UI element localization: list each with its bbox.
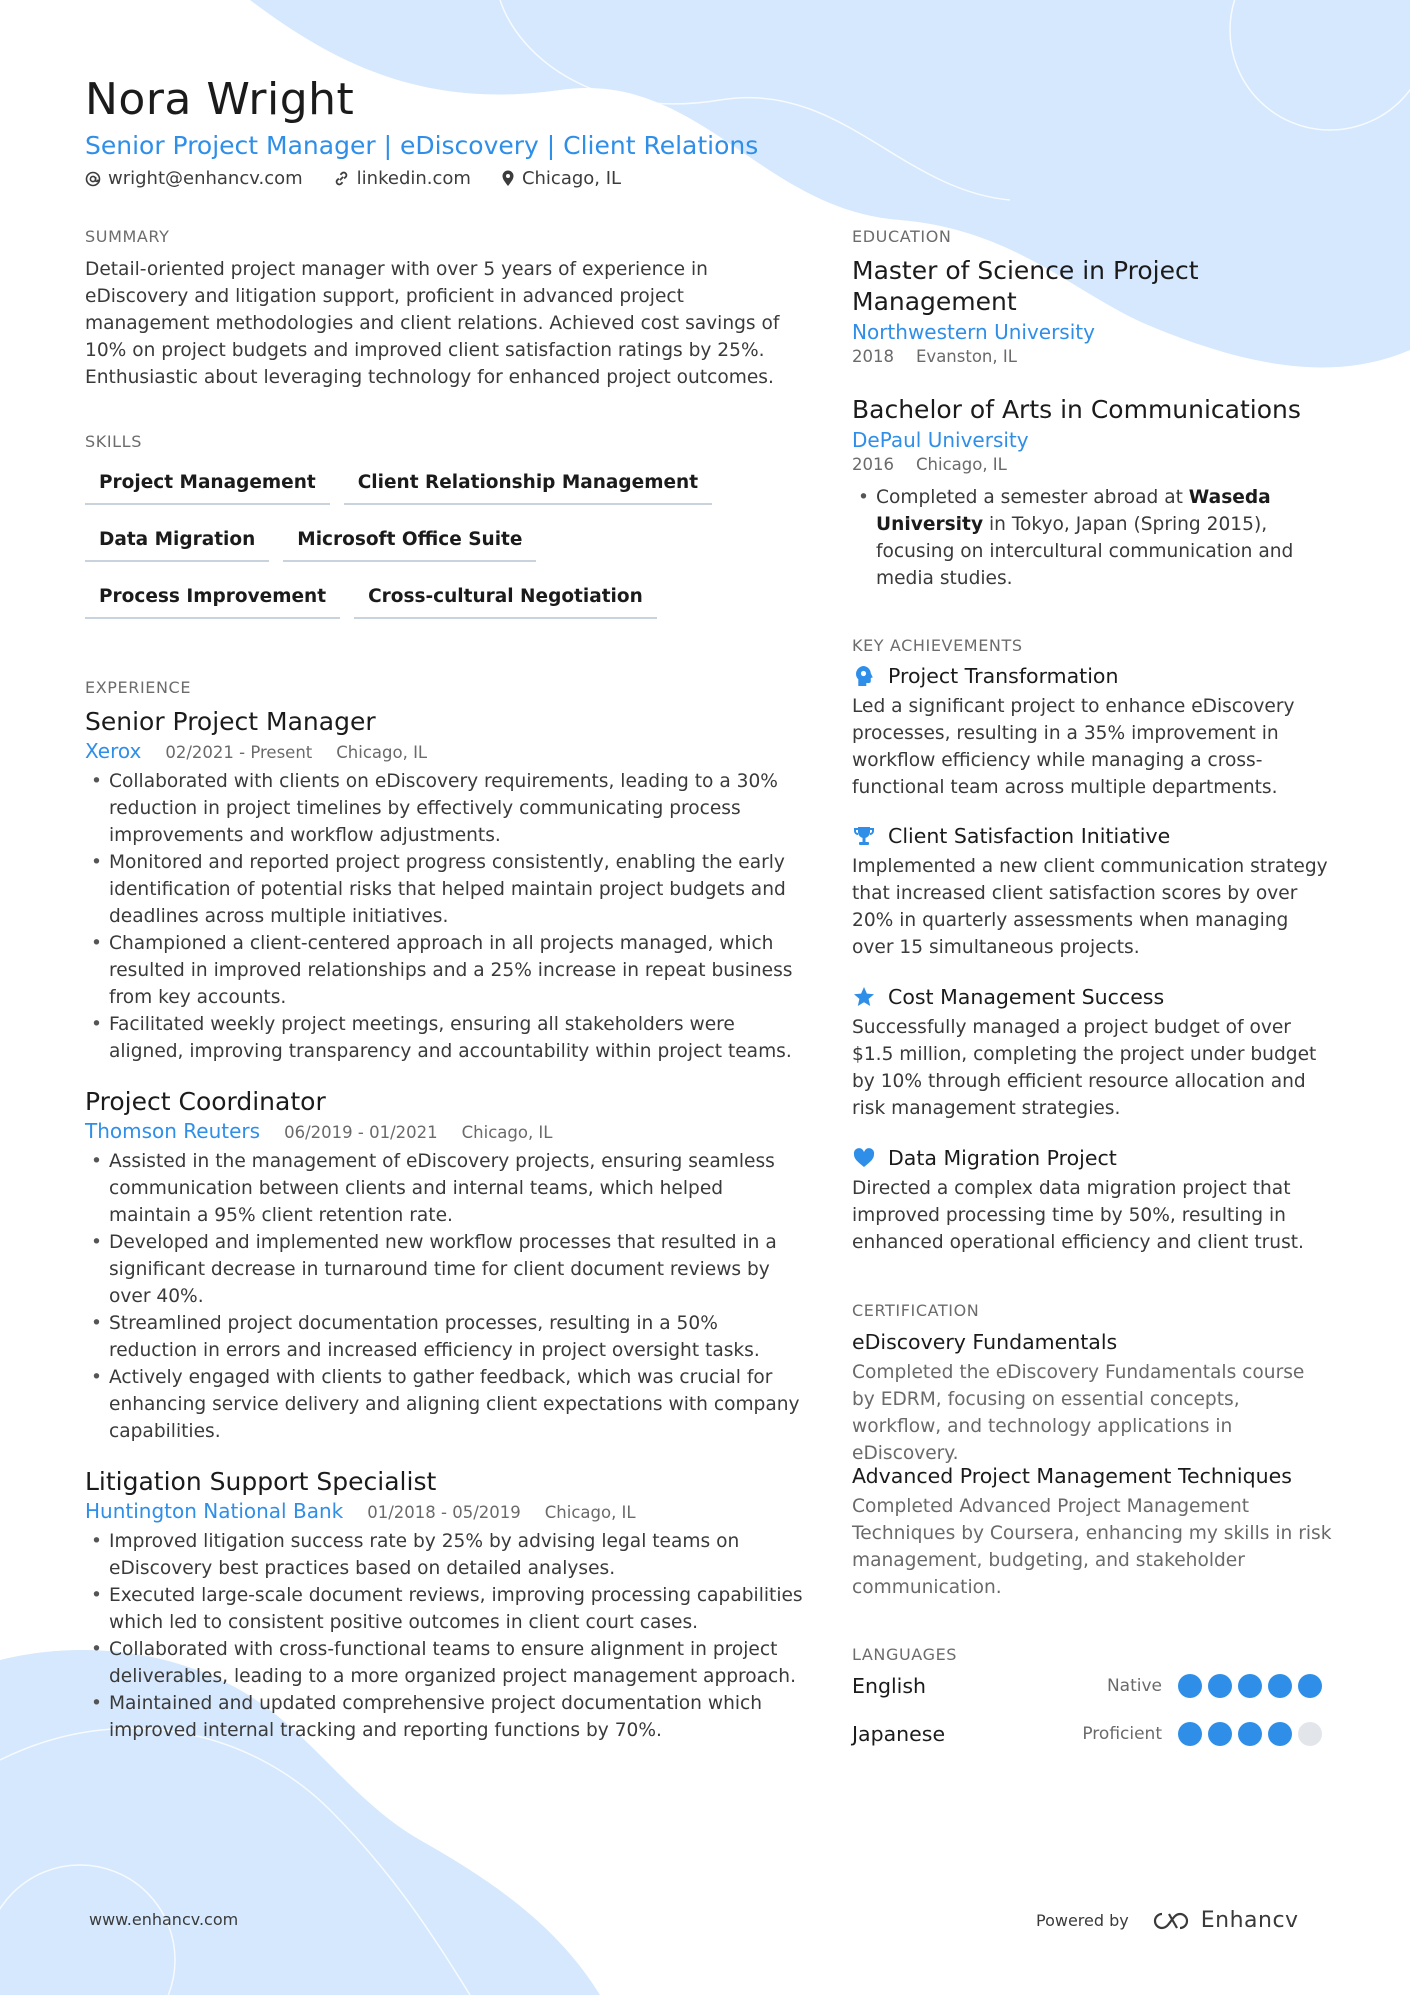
certification-text: Completed the eDiscovery Fundamentals course by EDRM, focusing on essential concepts, workflow, and technology applications in eDiscovery. xyxy=(852,1362,1305,1464)
achievement-text: Directed a complex data migration project that improved processing time by 50%, resulting in enhanced operational efficiency and client trust. xyxy=(852,1178,1304,1253)
job-company: Huntington National Bank xyxy=(85,1499,344,1523)
languages-heading: LANGUAGES xyxy=(852,1645,958,1664)
rating-dot xyxy=(1238,1674,1262,1698)
job-meta xyxy=(85,1499,805,1523)
job-bullet: • Collaborated with cross-functional teams to ensure alignment in project deliverables, leading to a more organized project management approach. xyxy=(85,1636,805,1690)
location-pin-icon xyxy=(501,170,515,187)
brand-logo[interactable] xyxy=(1149,1908,1299,1933)
job-dates: 06/2019 - 01/2021 xyxy=(284,1123,438,1142)
job-meta xyxy=(85,1119,805,1143)
education-entry xyxy=(852,255,1332,366)
contact-bar xyxy=(85,168,621,189)
job-dates: 02/2021 - Present xyxy=(165,743,313,762)
achievement-text: Successfully managed a project budget of over $1.5 million, completing the project under budget by 10% through efficient resource allocation and risk management strategies. xyxy=(852,1017,1317,1119)
job-bullet: • Collaborated with clients on eDiscovery requirements, leading to a 30% reduction in project timelines by effectively communicating process improvements and workflow adjustments. xyxy=(85,768,805,849)
job-title: Senior Project Manager xyxy=(85,707,376,736)
rating-dot xyxy=(1298,1674,1322,1698)
job-bullets xyxy=(85,768,805,1065)
language-rating xyxy=(1178,1674,1322,1698)
achievement-text: Led a significant project to enhance eDiscovery processes, resulting in a 35% improvement in workflow efficiency while managing a cross-functional team across multiple departments. xyxy=(852,696,1295,798)
job-entry xyxy=(85,706,805,1065)
achievement-title: Cost Management Success xyxy=(888,985,1165,1009)
skill-tag: Client Relationship Management xyxy=(344,466,712,505)
education-entry xyxy=(852,394,1332,592)
achievement-entry xyxy=(852,1146,1332,1256)
skill-tag: Project Management xyxy=(85,466,330,505)
skills-list xyxy=(85,466,805,619)
achievements-heading: KEY ACHIEVEMENTS xyxy=(852,636,1023,655)
at-icon xyxy=(85,171,101,187)
job-location: Chicago, IL xyxy=(544,1503,636,1522)
enhancv-logo-icon xyxy=(1149,1910,1193,1932)
summary-text: Detail-oriented project manager with over 5 years of experience in eDiscovery and litigation support, proficient in advanced project management methodologies and client relations. Achieved cost savings of 10% on project budgets and improved client satisfaction ratings by 25%. Enthusiastic about leveraging technology for enhanced project outcomes. xyxy=(85,259,780,388)
achievement-header xyxy=(852,824,1332,848)
summary-heading: SUMMARY xyxy=(85,227,170,246)
head-gear-icon xyxy=(852,664,876,688)
skill-tag: Cross-cultural Negotiation xyxy=(354,580,657,619)
contact-location xyxy=(501,168,621,189)
job-location: Chicago, IL xyxy=(461,1123,553,1142)
achievement-header xyxy=(852,664,1332,688)
education-meta xyxy=(852,347,1332,366)
job-company: Xerox xyxy=(85,739,142,763)
bullet-text-pre: Completed a semester abroad at xyxy=(876,487,1189,508)
job-title: Project Coordinator xyxy=(85,1087,326,1116)
job-dates: 01/2018 - 05/2019 xyxy=(367,1503,521,1522)
job-bullet: • Championed a client-centered approach in all projects managed, which resulted in improved relationships and a 25% increase in repeat business from key accounts. xyxy=(85,930,805,1011)
star-icon xyxy=(852,985,876,1009)
job-title: Litigation Support Specialist xyxy=(85,1467,437,1496)
job-bullet: • Developed and implemented new workflow processes that resulted in a significant decrease in turnaround time for client document reviews by over 40%. xyxy=(85,1229,805,1310)
education-meta xyxy=(852,455,1332,474)
rating-dot xyxy=(1178,1674,1202,1698)
language-name: Japanese xyxy=(852,1722,946,1746)
degree: Master of Science in Project Management xyxy=(852,256,1199,316)
rating-dot xyxy=(1238,1722,1262,1746)
school: Northwestern University xyxy=(852,320,1095,344)
rating-dot xyxy=(1178,1722,1202,1746)
job-bullet: • Actively engaged with clients to gather feedback, which was crucial for enhancing service delivery and aligning client expectations with company capabilities. xyxy=(85,1364,805,1445)
heart-icon xyxy=(852,1146,876,1170)
job-entry xyxy=(85,1466,805,1744)
language-name: English xyxy=(852,1674,927,1698)
job-bullet: • Facilitated weekly project meetings, ensuring all stakeholders were aligned, improving transparency and accountability within project teams. xyxy=(85,1011,805,1065)
contact-linkedin[interactable] xyxy=(333,168,471,189)
language-level: Native xyxy=(1106,1676,1162,1696)
certification-heading: CERTIFICATION xyxy=(852,1301,980,1320)
education-bullet xyxy=(852,484,1332,592)
job-bullet: • Monitored and reported project progress consistently, enabling the early identification of potential risks that helped maintain project budgets and deadlines across multiple initiatives. xyxy=(85,849,805,930)
link-icon xyxy=(333,170,350,187)
certification-name: eDiscovery Fundamentals xyxy=(852,1330,1118,1354)
achievement-title: Project Transformation xyxy=(888,664,1119,688)
achievement-header xyxy=(852,985,1332,1009)
skill-tag: Microsoft Office Suite xyxy=(283,523,536,562)
footer-url[interactable]: www.enhancv.com xyxy=(89,1910,239,1929)
linkedin-text: linkedin.com xyxy=(356,168,471,189)
language-rating xyxy=(1178,1722,1322,1746)
job-bullets xyxy=(85,1528,805,1744)
job-bullet: • Executed large-scale document reviews, improving processing capabilities which led to consistent positive outcomes in client court cases. xyxy=(85,1582,805,1636)
skill-tag: Data Migration xyxy=(85,523,269,562)
education-year: 2018 xyxy=(852,347,894,366)
achievement-title: Client Satisfaction Initiative xyxy=(888,824,1171,848)
powered-by xyxy=(1036,1908,1299,1933)
achievement-header xyxy=(852,1146,1332,1170)
rating-dot xyxy=(1268,1674,1292,1698)
education-location: Chicago, IL xyxy=(916,455,1007,474)
education-heading: EDUCATION xyxy=(852,227,952,246)
contact-email[interactable] xyxy=(85,168,303,189)
job-bullet: • Streamlined project documentation processes, resulting in a 50% reduction in errors and increased efficiency in project oversight tasks. xyxy=(85,1310,805,1364)
powered-by-label: Powered by xyxy=(1036,1911,1129,1930)
certification-text: Completed Advanced Project Management Techniques by Coursera, enhancing my skills in risk management, budgeting, and stakeholder communication. xyxy=(852,1496,1332,1598)
certification-entry xyxy=(852,1330,1332,1467)
skill-tag: Process Improvement xyxy=(85,580,340,619)
degree: Bachelor of Arts in Communications xyxy=(852,395,1301,424)
job-location: Chicago, IL xyxy=(336,743,428,762)
language-level: Proficient xyxy=(1082,1724,1162,1744)
rating-dot xyxy=(1268,1722,1292,1746)
skills-heading: SKILLS xyxy=(85,432,142,451)
language-row xyxy=(852,1674,1322,1698)
job-entry xyxy=(85,1086,805,1445)
trophy-icon xyxy=(852,824,876,848)
achievement-entry xyxy=(852,824,1332,961)
job-bullet: • Improved litigation success rate by 25% by advising legal teams on eDiscovery best practices based on detailed analyses. xyxy=(85,1528,805,1582)
certification-name: Advanced Project Management Techniques xyxy=(852,1464,1292,1488)
candidate-name: Nora Wright xyxy=(85,74,355,125)
job-bullet: • Maintained and updated comprehensive project documentation which improved internal tracking and reporting functions by 70%. xyxy=(85,1690,805,1744)
achievement-entry xyxy=(852,664,1332,801)
achievement-text: Implemented a new client communication strategy that increased client satisfaction scores by over 20% in quarterly assessments when managing over 15 simultaneous projects. xyxy=(852,856,1328,958)
rating-dot xyxy=(1298,1722,1322,1746)
rating-dot xyxy=(1208,1722,1232,1746)
education-location: Evanston, IL xyxy=(916,347,1017,366)
school: DePaul University xyxy=(852,428,1029,452)
email-text: wright@enhancv.com xyxy=(108,168,303,189)
certification-entry xyxy=(852,1464,1332,1601)
brand-name: Enhancv xyxy=(1200,1908,1299,1933)
job-meta xyxy=(85,739,805,763)
education-bullets xyxy=(852,484,1332,592)
language-row xyxy=(852,1722,1322,1746)
job-bullet: • Assisted in the management of eDiscovery projects, ensuring seamless communication between clients and internal teams, which helped maintain a 95% client retention rate. xyxy=(85,1148,805,1229)
job-bullets xyxy=(85,1148,805,1445)
location-text: Chicago, IL xyxy=(521,168,622,189)
rating-dot xyxy=(1208,1674,1232,1698)
achievement-entry xyxy=(852,985,1332,1122)
education-year: 2016 xyxy=(852,455,894,474)
bullet-text-bold: Waseda University xyxy=(876,487,1271,535)
job-company: Thomson Reuters xyxy=(85,1119,261,1143)
candidate-title: Senior Project Manager | eDiscovery | Client Relations xyxy=(85,131,759,160)
bullet-text-post: in Tokyo, Japan (Spring 2015), focusing on intercultural communication and media studies. xyxy=(876,514,1294,589)
experience-heading: EXPERIENCE xyxy=(85,678,192,697)
achievement-title: Data Migration Project xyxy=(888,1146,1117,1170)
